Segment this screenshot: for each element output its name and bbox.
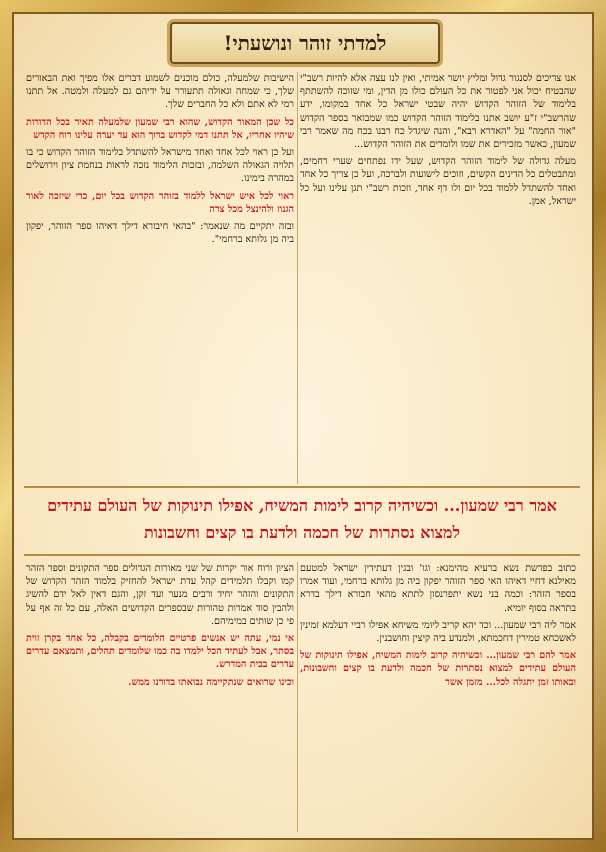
left-top-highlight-1: כל שכן המאור הקדוש, שהוא רבי שמעון שלמעלה תאיר בכל הדורות שיהיו אחריו, אל תתנו דמי לקדוש ברוך הוא עד יערה עלינו רוח הקדש: [26, 116, 294, 141]
title-plaque: [170, 22, 440, 64]
left-top-highlight-2: ראוי לכל איש ישראל ללמוד בזוהר הקדוש בכל יום, כדי שיזכה לאור הגנוז ולהינצל מכל צרה: [26, 190, 294, 215]
right-bottom-paragraph-1: כתוב בפרשת נשא ברעיא מהימנא: וגו' ובגין דעתידין ישראל למטעם מאילנא דחיי דאיהו האי ספר הזוהר יפקון ביה מן גלותא ברחמי, ועוד אמרו בספר הזהר: וכמה בני נשא יתפרנסון לתתא מהאי חבורא דילך בדרא בתראה בסוף יומיא.: [300, 563, 576, 614]
left-top-paragraph-3: ובזה יתקיים מה שנאמר: "בהאי חיבורא דילך דאיהו ספר הזוהר, יפקון ביה מן גלותא ברחמי".: [26, 221, 294, 246]
right-bottom-highlight: אמר להם רבי שמעון... וכשיהיה קרוב לימות המשיח, אפילו תינוקות של העולם עתידים למצוא נסתרות של חכמה ולדעת בו קצים וחשבונות, ובאותו זמן יתגלה לכל... מזמן אשר: [300, 650, 576, 688]
right-top-column: [300, 72, 576, 484]
left-top-paragraph-2: ועל כן ראוי לכל אחד ואחד מישראל להשתדל בלימוד הזוהר הקדוש כי בו תלויה הגאולה השלמה, ובזכות הלימוד נזכה לראות בנחמת ציון וירושלים במהרה בימינו.: [26, 147, 294, 185]
page-title: למדתי זוהר ונושעתי!: [223, 30, 387, 55]
left-top-column: [26, 72, 294, 484]
right-top-paragraph-1: אנו צריכים לסנגור גדול ומליץ יושר אמיתי, ואין לנו עצה אלא להיות רשב"י שהבטיח יכול אני לפטור את כל העולם כולו מן הדין, ומי שזוכה להשתתף בלימוד של הזוהר הקדוש יהיה שבטי ישראל כל אחד במקומו, ידע שהרשב"י ז"ע יושב אתנו בלימוד הזוהר הקדוש כמו שמבואר בספר הקדוש "אור החמה" על "האדרא רבא", והנה שיגדל כח רבנו בכח מה שאמר רבי שמעון, כאשר מזכירים את שמו ולומדים את הזוהר הקדוש...: [300, 73, 576, 151]
right-bottom-column: [300, 562, 576, 832]
left-bottom-paragraph-2: וכינו שרואים שנתקיימה נבואתו בדורנו ממש.: [128, 676, 294, 688]
column-divider-top: [297, 72, 298, 484]
section-divider-bottom: [24, 554, 580, 556]
left-top-paragraph-1: הישיבות שלמעלה, כולם מוכנים לשמוע דברים אלו מפיך ואת הבאורים שלך, כי שמחה וגאולה תתעורר על ידיהם גם למעלה ולמטה. אל תתנו רמי לא אתם ולא כל החברים שלך.: [26, 73, 294, 111]
banner-line-1: אמר רבי שמעון... וכשיהיה קרוב לימות המשיח, אפילו תינוקות של העולם עתידים: [47, 496, 557, 515]
right-bottom-paragraph-2: אמר ליה רבי שמעון... וכד יהא קריב ליומי משיחא אפילו רביי דעלמא זמינין לאשכחא טמירין דחכמתא, ולמנדע ביה קיצין וחושבנין.: [300, 619, 576, 645]
section-divider-top: [24, 486, 580, 488]
column-divider-bottom: [297, 562, 298, 832]
left-bottom-column: [26, 562, 294, 832]
banner-line-2: למצוא נסתרות של חכמה ולדעת בו קצים וחשבונות: [143, 523, 461, 542]
left-bottom-paragraph-1: הציון ורוח אור יקרות של שני מאורות הגדולים ספר התקונים וספר הזהר קמו וקבלו תלמידים קהל עדת ישראל להחזיק בלמוד הזהר הקדוש של התקונים והזהר יחיד ורבים מנער ועד זקן, והגם דאין לאל ידם להשיג ולהבין סוד אמרות טהורות שבספרים הקדושים האלה, עם כל זה אף על פי כן שותים במימיהם.: [26, 563, 294, 627]
left-bottom-highlight: אי נמי, עתה יש אנשים פרטיים הלומדים בקבלה, כל אחד בקרן זוית בסתר, אבל לעתיד הכל ילמדו בה כמו שלומדים תהלים, ותמצאם עדרים עדרים בבית המדרש.: [26, 633, 294, 671]
right-top-paragraph-2: מעלה גדולה של לימוד הזוהר הקדוש, שעל ידו נפתחים שערי רחמים, ומתבטלים כל הדינים הקשים, וזוכים לישועות ולברכה, ועל כן צריך כל אחד ואחד להשתדל ללמוד בכל יום ולו דף אחד, וזכות רשב"י תגן עלינו ועל כל ישראל, אמן.: [300, 156, 576, 207]
quote-banner: [24, 492, 580, 550]
